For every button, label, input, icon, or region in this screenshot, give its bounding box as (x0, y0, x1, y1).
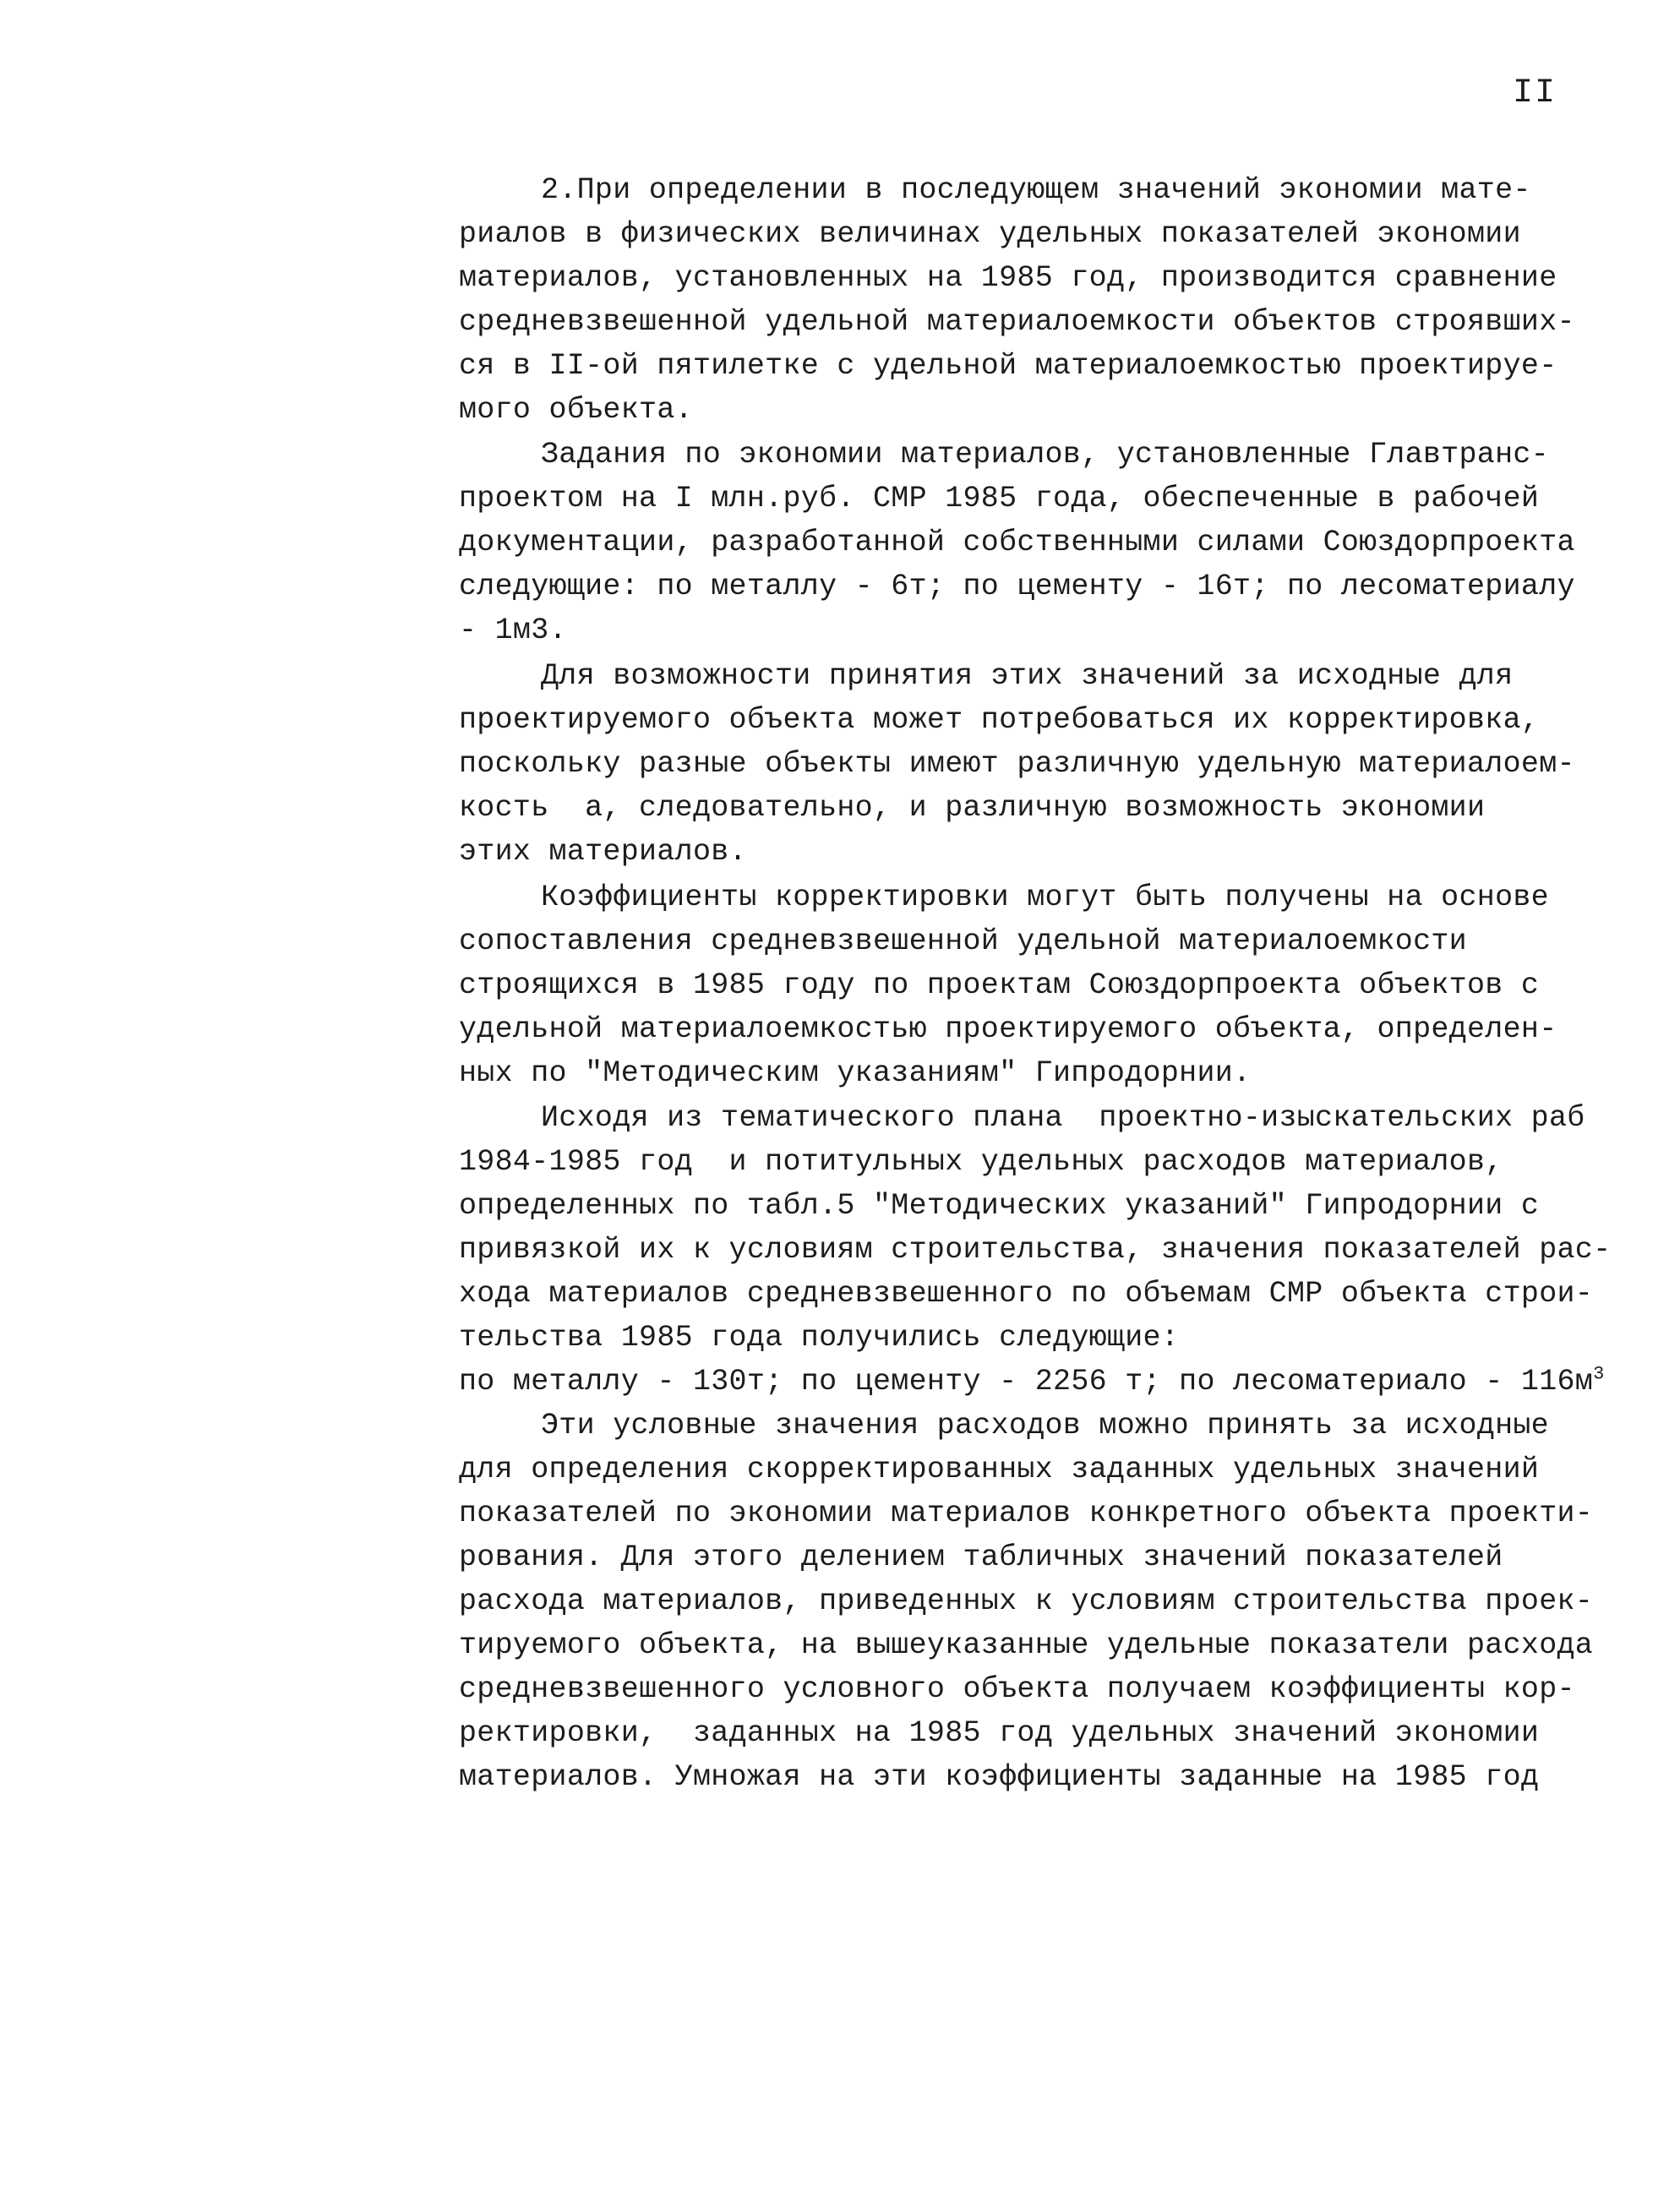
text-line: Исходя из тематического плана проектно-изыскательских раб (541, 1101, 1585, 1135)
text-line: средневзвешенного условного объекта получаем коэффициенты кор- (459, 1672, 1575, 1706)
text-line: определенных по табл.5 "Методических указаний" Гипродорнии с (459, 1189, 1540, 1223)
text-line: расхода материалов, приведенных к условиям строительства проек- (459, 1584, 1594, 1618)
text-line: удельной материалоемкостью проектируемого объекта, определен- (459, 1012, 1557, 1046)
text-line: Задания по экономии материалов, установленные Главтранс- (541, 438, 1549, 472)
text-line: материалов, установленных на 1985 год, производится сравнение (459, 261, 1557, 295)
text-line: 1984-1985 год и потитульных удельных расходов материалов, (459, 1145, 1503, 1179)
text-line: проектом на I млн.руб. СМР 1985 года, обеспеченные в рабочей (459, 482, 1540, 515)
text-line: 2.При определении в последующем значений экономии мате- (541, 173, 1531, 207)
text-line: следующие: по металлу - 6т; по цементу - 16т; по лесоматериалу (459, 570, 1575, 603)
text-line: - 1м3. (459, 613, 567, 647)
text-line: для определения скорректированных заданных удельных значений (459, 1453, 1540, 1486)
page-number: II (1513, 74, 1557, 112)
text-line: привязкой их к условиям строительства, значения показателей рас- (459, 1233, 1612, 1267)
text-line: тируемого объекта, на вышеуказанные удельные показатели расхода (459, 1628, 1594, 1662)
text-line: Для возможности принятия этих значений за исходные для (541, 659, 1514, 693)
text-line: показателей по экономии материалов конкретного объекта проекти- (459, 1497, 1594, 1530)
line-text: по металлу - 130т; по цементу - 2256 т; по лесоматериало - 116м (459, 1365, 1594, 1399)
text-line: документации, разработанной собственными силами Союздорпроекта (459, 526, 1575, 559)
text-line: материалов. Умножая на эти коэффициенты заданные на 1985 год (459, 1760, 1540, 1794)
cubic-superscript: 3 (1593, 1363, 1605, 1385)
text-line: поскольку разные объекты имеют различную удельную материалоем- (459, 747, 1575, 781)
text-line: этих материалов. (459, 835, 747, 869)
text-line: ся в II-ой пятилетке с удельной материалоемкостью проектируе- (459, 349, 1557, 383)
text-line: тельства 1985 года получились следующие: (459, 1321, 1180, 1355)
text-line: средневзвешенной удельной материалоемкости объектов строявших- (459, 305, 1575, 339)
text-line: рования. Для этого делением табличных значений показателей (459, 1540, 1503, 1574)
text-line: проектируемого объекта может потребоваться их корректировка, (459, 703, 1540, 737)
text-line: строящихся в 1985 году по проектам Союздорпроекта объектов с (459, 968, 1540, 1002)
text-line-with-superscript (459, 1365, 1605, 1399)
text-line: хода материалов средневзвешенного по объемам СМР объекта строи- (459, 1277, 1594, 1311)
text-line: мого объекта. (459, 393, 693, 427)
text-line: Эти условные значения расходов можно принять за исходные (541, 1409, 1549, 1442)
text-line: сопоставления средневзвешенной удельной материалоемкости (459, 924, 1467, 958)
text-line: ных по "Методическим указаниям" Гипродорнии. (459, 1056, 1252, 1090)
text-line: риалов в физических величинах удельных показателей экономии (459, 217, 1521, 251)
text-line: ректировки, заданных на 1985 год удельных значений экономии (459, 1716, 1540, 1750)
text-line: Коэффициенты корректировки могут быть получены на основе (541, 881, 1549, 914)
text-line: кость а, следовательно, и различную возможность экономии (459, 791, 1486, 825)
